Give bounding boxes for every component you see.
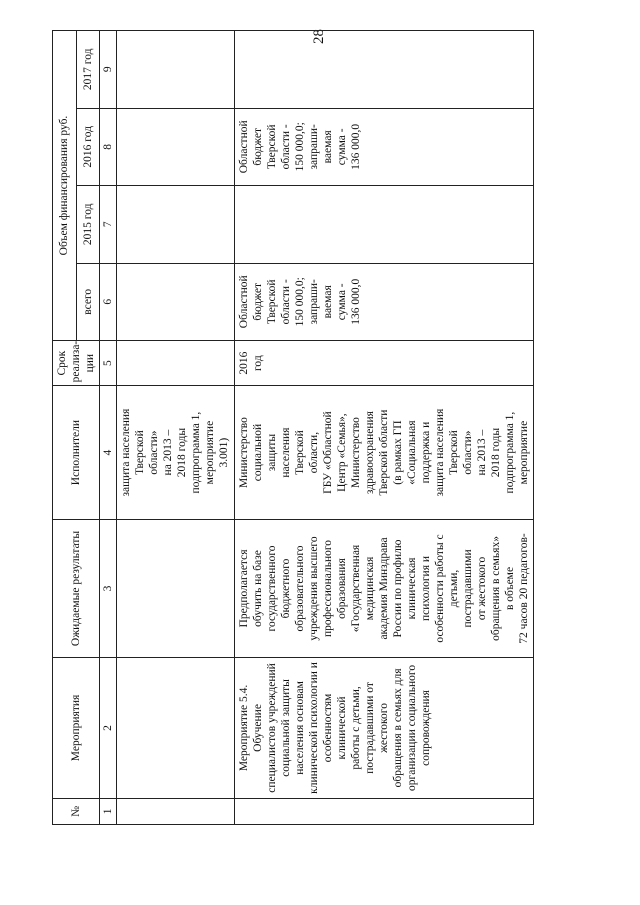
table-row-measure-5-4 [235, 31, 534, 825]
rotated-table-sheet [52, 30, 592, 825]
header-2017: 2017 год [76, 31, 100, 109]
y2015-cell [235, 186, 534, 263]
funding-table [52, 30, 534, 825]
header-funding: Объем финансирования руб. [53, 31, 77, 341]
header-results: Ожидаемые результаты [53, 519, 100, 657]
col-number: 4 [100, 386, 117, 520]
term-cell: 2016 год [235, 341, 534, 386]
col-number: 5 [100, 341, 117, 386]
col-number: 8 [100, 108, 117, 185]
results-cell: Предполагается обучить на базе государственного бюджетного образовательного учреждения высшего профессионального образования «Государственная медицинская академия Минздрава России по профилю клиническая психология и особенности работы с детьми, пострадавшими от жестокого обращения в семьях» в объеме 72 часов 20 педагогов- [235, 519, 534, 657]
header-total: всего [76, 263, 100, 340]
page-number: 28 [311, 29, 327, 44]
activity-cell: Мероприятие 5.4. Обучение специалистов учреждений социальной защиты населения основам клинической психологии и особенностям клинической работы с детьми, пострадавшими от жестокого обращения в семьях для организации социального сопровождения [235, 658, 534, 799]
header-2015: 2015 год [76, 186, 100, 263]
executors-cell-continued: защита населения Тверской области» на 2013 – 2018 годы подпрограмма 1, мероприятие 3.001) [117, 386, 235, 520]
executors-cell: Министерство социальной защиты населения Тверской области, ГБУ «Областной Центр «Семья», Министерство здравоохранения Тверской области (в рамках ГП «Социальная поддержка и защита населения Тверской области» на 2013 – 2018 годы подпрограмма 1, мероприятие [235, 386, 534, 520]
column-number-row [100, 31, 117, 825]
header-executors: Исполнители [53, 386, 100, 520]
total-cell: Областной бюджет Тверской области - 150 000,0; запраши- ваемая сумма - 136 000,0 [235, 263, 534, 340]
col-number: 1 [100, 798, 117, 824]
header-activity: Мероприятия [53, 658, 100, 799]
y2016-cell: Областной бюджет Тверской области - 150 000,0; запраши- ваемая сумма - 136 000,0 [235, 108, 534, 185]
header-no: № [53, 798, 100, 824]
header-term: Срок реализа-ции [53, 341, 100, 386]
col-number: 3 [100, 519, 117, 657]
y2017-cell [235, 31, 534, 109]
table-row-continued [117, 31, 235, 825]
header-row [53, 31, 77, 825]
header-2016: 2016 год [76, 108, 100, 185]
col-number: 2 [100, 658, 117, 799]
col-number: 7 [100, 186, 117, 263]
col-number: 9 [100, 31, 117, 109]
col-number: 6 [100, 263, 117, 340]
